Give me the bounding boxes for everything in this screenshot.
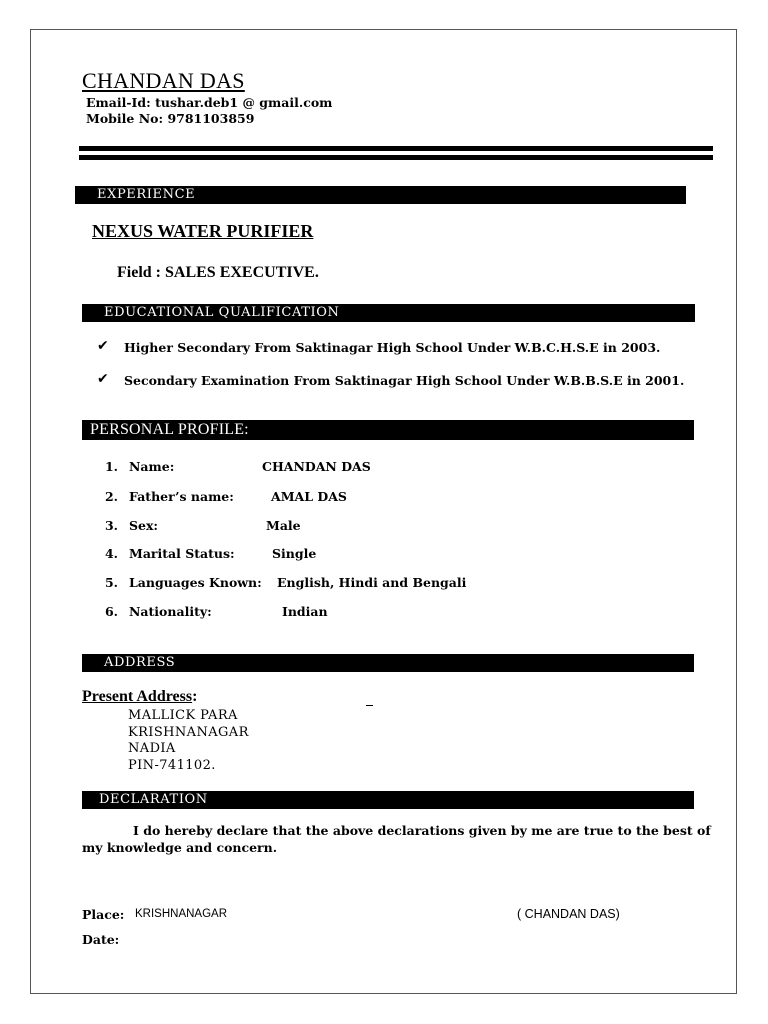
present-address-colon: : — [192, 688, 198, 705]
profile-row-value: CHANDAN DAS — [262, 459, 371, 474]
profile-row-value: AMAL DAS — [271, 489, 347, 504]
place-value: KRISHNANAGAR — [135, 908, 228, 920]
address-line: KRISHNANAGAR — [128, 725, 249, 740]
profile-row-label: Marital Status: — [129, 546, 235, 561]
profile-row-value: Male — [266, 518, 301, 533]
profile-row-value: English, Hindi and Bengali — [277, 575, 467, 590]
job-field: Field : SALES EXECUTIVE. — [117, 264, 319, 281]
profile-row-value: Single — [272, 546, 317, 561]
experience-heading: EXPERIENCE — [75, 186, 686, 204]
education-item: Secondary Examination From Saktinagar High School Under W.B.B.S.E in 2001. — [124, 373, 685, 388]
check-mark-icon: ✔ — [97, 338, 109, 354]
email-line: Email-Id: tushar.deb1 @ gmail.com — [86, 95, 333, 110]
profile-row-number: 2. — [104, 489, 118, 504]
declaration-text-line2: my knowledge and concern. — [82, 840, 278, 855]
profile-row-number: 3. — [104, 518, 118, 533]
profile-row-label: Father’s name: — [129, 489, 234, 504]
education-heading: EDUCATIONAL QUALIFICATION — [82, 304, 695, 322]
check-mark-icon: ✔ — [97, 371, 109, 387]
place-label: Place: — [82, 907, 125, 922]
address-line: NADIA — [128, 741, 176, 756]
profile-row-number: 4. — [104, 546, 118, 561]
address-line: PIN-741102. — [128, 758, 216, 773]
signature-name: ( CHANDAN DAS) — [517, 907, 620, 921]
profile-row-label: Sex: — [129, 518, 159, 533]
declaration-text-line1: I do hereby declare that the above declarations given by me are true to the best of — [133, 823, 711, 838]
profile-row-number: 1. — [104, 459, 118, 474]
profile-row-label: Name: — [129, 459, 175, 474]
declaration-heading: DECLARATION — [82, 791, 694, 809]
mobile-line: Mobile No: 9781103859 — [86, 111, 255, 126]
address-line: MALLICK PARA — [128, 708, 238, 723]
address-heading: ADDRESS — [82, 654, 694, 672]
profile-row-label: Languages Known: — [129, 575, 262, 590]
profile-row-number: 6. — [104, 604, 118, 619]
personal-profile-heading: PERSONAL PROFILE: — [82, 420, 694, 440]
header-rule-bottom — [79, 155, 713, 160]
education-item: Higher Secondary From Saktinagar High School Under W.B.C.H.S.E in 2003. — [124, 340, 661, 355]
stray-underscore — [366, 705, 373, 706]
profile-row-number: 5. — [104, 575, 118, 590]
present-address-label-text: Present Address — [82, 688, 193, 705]
candidate-name: CHANDAN DAS — [82, 68, 245, 93]
date-label: Date: — [82, 932, 120, 947]
profile-row-value: Indian — [282, 604, 328, 619]
header-rule-top — [79, 146, 713, 151]
present-address-label — [82, 688, 197, 706]
profile-row-label: Nationality: — [129, 604, 212, 619]
company-name: NEXUS WATER PURIFIER — [92, 221, 314, 241]
